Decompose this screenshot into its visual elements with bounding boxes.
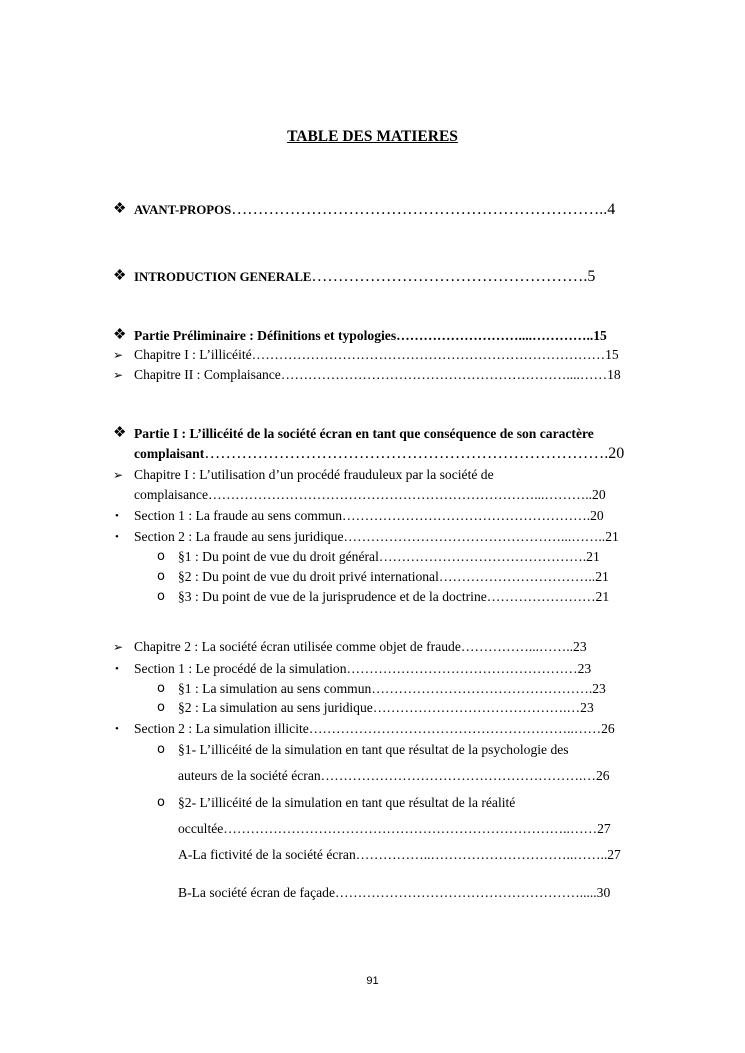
toc-entry-text: Section 2 : La simulation illicite	[134, 721, 309, 736]
toc-entry-page: 15	[605, 347, 619, 362]
toc-entry-p1-chapitre-1[interactable]	[134, 466, 659, 484]
toc-entry-text: Section 2 : La fraude au sens juridique	[134, 529, 344, 544]
toc-entry-text: A-La fictivité de la société écran	[178, 847, 356, 862]
toc-entry-text: INTRODUCTION GENERALE	[134, 270, 312, 284]
circle-bullet-icon: o	[157, 681, 165, 696]
toc-entry-text: §1 : Du point de vue du droit général	[178, 549, 379, 564]
toc-entry-simulation-paragraph-1[interactable]	[178, 680, 659, 698]
toc-entry-dots: ……………………………………………….....	[334, 885, 597, 900]
dot-bullet-icon: •	[115, 663, 119, 675]
toc-entry-text: §1 : La simulation au sens commun	[178, 681, 372, 696]
toc-entry-partie-preliminaire[interactable]	[134, 327, 659, 345]
arrow-bullet-icon: ➢	[113, 348, 124, 362]
toc-entry-paragraph-3[interactable]	[178, 588, 659, 606]
toc-entry-text: §3 : Du point de vue de la jurisprudence et de la doctrine	[178, 589, 487, 604]
diamond-bullet-icon: ❖	[113, 268, 127, 284]
toc-entry-page: 20	[592, 487, 606, 502]
toc-entry-dots: ………………………………………………….…	[320, 768, 596, 783]
toc-entry-page: 27	[607, 847, 621, 862]
toc-entry-text: auteurs de la société écran	[178, 768, 321, 783]
toc-entry-illicite-paragraph-1-cont[interactable]	[178, 767, 659, 785]
toc-entry-text: Chapitre 2 : La société écran utilisée comme objet de fraude	[134, 639, 461, 654]
toc-entry-text: complaisance	[134, 487, 208, 502]
toc-entry-text: B-La société écran de façade	[178, 885, 335, 900]
toc-entry-dots: ……………..…………………………..……..	[355, 847, 608, 862]
toc-entry-page: 18	[607, 367, 621, 382]
page-title: TABLE DES MATIERES	[287, 128, 458, 145]
toc-entry-dots: …………………………………………...……..	[343, 529, 606, 544]
toc-entry-p1-chapitre-1-cont[interactable]	[134, 486, 659, 504]
toc-entry-simulation-paragraph-2[interactable]	[178, 699, 659, 717]
toc-entry-dots: …………………………………….…	[372, 700, 581, 715]
toc-entry-page: 21	[595, 589, 610, 604]
dot-bullet-icon: •	[115, 531, 119, 543]
toc-entry-illicite-paragraph-2[interactable]	[178, 794, 659, 812]
toc-entry-text: §2- L’illicéité de la simulation en tant que résultat de la réalité	[178, 795, 516, 810]
dot-bullet-icon: •	[115, 510, 119, 522]
arrow-bullet-icon: ➢	[113, 640, 124, 654]
toc-entry-dots: ……………………………………………………………………	[251, 347, 606, 362]
toc-entry-text: Partie Préliminaire : Définitions et typologies	[134, 328, 397, 343]
toc-entry-chapitre-2[interactable]	[134, 366, 659, 384]
circle-bullet-icon: o	[157, 742, 165, 757]
toc-entry-partie-1-cont[interactable]	[134, 445, 659, 463]
diamond-bullet-icon: ❖	[113, 327, 127, 343]
circle-bullet-icon: o	[157, 700, 165, 715]
toc-entry-introduction[interactable]	[134, 268, 659, 286]
toc-entry-section-2-simulation[interactable]	[134, 720, 659, 738]
toc-entry-dots: ………………………………………….	[371, 681, 593, 696]
toc-entry-illicite-paragraph-2-cont[interactable]	[178, 820, 659, 838]
circle-bullet-icon: o	[157, 569, 165, 584]
toc-entry-text: Section 1 : Le procédé de la simulation	[134, 661, 347, 676]
toc-entry-paragraph-1[interactable]	[178, 548, 659, 566]
toc-entry-dots: ………………………………………………………....……	[280, 367, 608, 382]
toc-entry-text: Chapitre II : Complaisance	[134, 367, 281, 382]
toc-entry-page: 21	[586, 549, 600, 564]
toc-entry-text: Chapitre I : L’utilisation d’un procédé frauduleux par la société de	[134, 467, 494, 482]
circle-bullet-icon: o	[157, 795, 165, 810]
toc-entry-dots: ………………………....…………..	[396, 328, 594, 343]
toc-entry-section-1[interactable]	[134, 507, 659, 525]
toc-entry-avant-propos[interactable]	[134, 201, 659, 219]
toc-entry-page: 26	[595, 768, 610, 783]
circle-bullet-icon: o	[157, 549, 165, 564]
arrow-bullet-icon: ➢	[113, 468, 124, 482]
toc-entry-page: 20	[590, 508, 604, 523]
toc-entry-dots: …………………………………………….	[311, 268, 588, 285]
toc-entry-section-2[interactable]	[134, 528, 659, 546]
toc-entry-subsection-a[interactable]	[178, 846, 659, 864]
toc-entry-p1-chapitre-2[interactable]	[134, 638, 659, 656]
toc-entry-page: 23	[580, 700, 594, 715]
diamond-bullet-icon: ❖	[113, 201, 127, 217]
toc-entry-page: 5	[587, 268, 596, 285]
toc-entry-text: AVANT-PROPOS	[134, 203, 232, 217]
diamond-bullet-icon: ❖	[113, 425, 127, 441]
arrow-bullet-icon: ➢	[113, 368, 124, 382]
toc-entry-dots: ……………………………………………………………..	[231, 201, 608, 218]
toc-entry-text: Chapitre I : L’illicéité	[134, 347, 252, 362]
toc-entry-text: Section 1 : La fraude au sens commun	[134, 508, 343, 523]
toc-entry-dots: ……………………………………………	[346, 661, 578, 676]
toc-entry-page: 23	[573, 639, 587, 654]
toc-entry-section-1-simulation[interactable]	[134, 660, 659, 678]
toc-entry-page: 27	[597, 821, 611, 836]
toc-entry-text: complaisant	[134, 446, 205, 461]
toc-entry-dots: ……………………	[486, 589, 596, 604]
toc-entry-text: §1- L’illicéité de la simulation en tant que résultat de la psychologie des	[178, 742, 569, 757]
toc-entry-dots: ……………………………..	[438, 569, 596, 584]
toc-entry-page: 26	[601, 721, 615, 736]
toc-entry-page: 4	[607, 201, 616, 218]
toc-entry-dots: ……………………………………….	[378, 549, 587, 564]
toc-entry-dots: ……………...……..	[460, 639, 574, 654]
toc-entry-dots: ……………………………………………….	[342, 508, 591, 523]
toc-entry-dots: …………………………………………………………………..……	[223, 821, 598, 836]
toc-entry-paragraph-2[interactable]	[178, 568, 659, 586]
dot-bullet-icon: •	[115, 723, 119, 735]
toc-entry-partie-1[interactable]	[134, 425, 659, 443]
toc-entry-dots: ………………………………………………………………….	[204, 445, 609, 462]
toc-entry-text: §2 : La simulation au sens juridique	[178, 700, 373, 715]
toc-entry-page: 23	[592, 681, 606, 696]
toc-entry-page: 21	[595, 569, 609, 584]
toc-entry-page: 21	[605, 529, 619, 544]
toc-entry-dots: ………………………………………………………………...………..	[207, 487, 593, 502]
toc-entry-chapitre-1[interactable]	[134, 346, 659, 364]
toc-entry-subsection-b[interactable]	[178, 884, 659, 902]
toc-entry-page: 23	[577, 661, 592, 676]
circle-bullet-icon: o	[157, 589, 165, 604]
toc-entry-page: 30	[596, 885, 611, 900]
toc-entry-page: 15	[593, 328, 607, 343]
toc-entry-illicite-paragraph-1[interactable]	[178, 741, 659, 759]
toc-entry-text: Partie I : L’illicéité de la société écran en tant que conséquence de son caractère	[134, 426, 594, 441]
toc-entry-page: 20	[608, 445, 625, 462]
toc-entry-text: §2 : Du point de vue du droit privé international	[178, 569, 439, 584]
toc-entry-dots: …………………………………………………..……	[308, 721, 602, 736]
page-number: 91	[366, 975, 379, 987]
toc-entry-text: occultée	[178, 821, 224, 836]
